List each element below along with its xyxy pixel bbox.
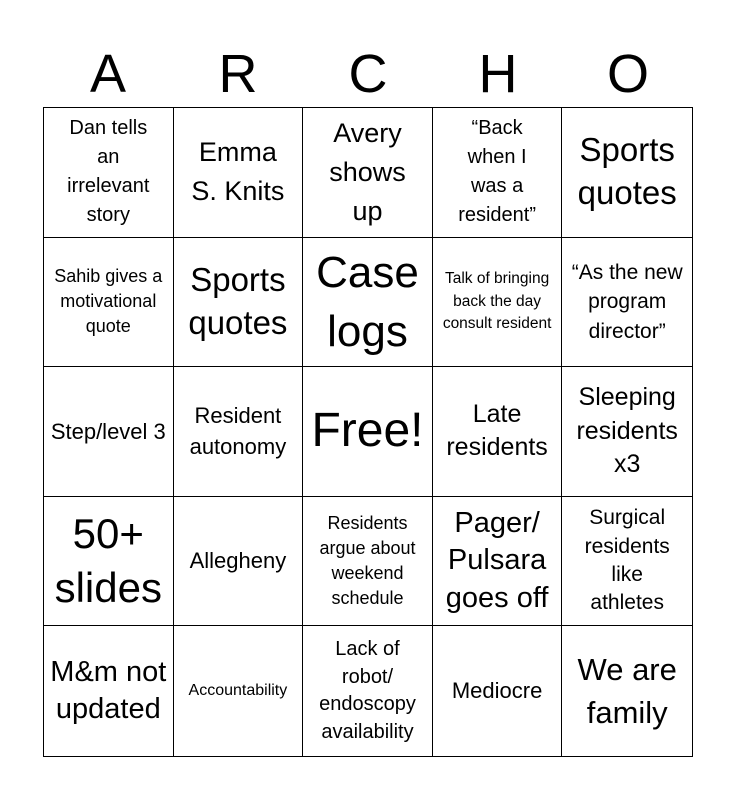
cell-text: Sleeping residents x3	[576, 382, 678, 479]
bingo-cell[interactable]	[562, 626, 692, 756]
bingo-cell[interactable]	[174, 238, 304, 368]
cell-text: “Back when I was a resident”	[458, 117, 536, 227]
cell-text: Accountability	[188, 682, 288, 700]
cell-text: “As the new program director”	[571, 260, 683, 343]
bingo-cell[interactable]	[433, 367, 563, 497]
free-space[interactable]	[303, 367, 433, 497]
cell-text: M&m not updated	[50, 655, 167, 726]
bingo-cell[interactable]	[44, 497, 174, 627]
bingo-cell[interactable]	[174, 497, 304, 627]
cell-text: We are family	[577, 651, 677, 731]
cell-text: Sahib gives a motivational quote	[54, 266, 163, 337]
bingo-cell[interactable]	[562, 497, 692, 627]
bingo-cell[interactable]	[433, 108, 563, 238]
cell-text: Dan tells an irrelevant story	[67, 117, 150, 227]
header-letter-h: H	[478, 44, 518, 104]
cell-text: Resident autonomy	[189, 402, 287, 460]
bingo-cell[interactable]	[562, 108, 692, 238]
bingo-cell[interactable]	[174, 367, 304, 497]
bingo-cell[interactable]	[303, 238, 433, 368]
header-letter-a: A	[89, 44, 127, 104]
cell-text: Talk of bringing back the day consult resident	[442, 270, 552, 333]
header-letter-r: R	[218, 44, 258, 104]
cell-text: Surgical residents like athletes	[584, 506, 670, 615]
bingo-cell[interactable]	[433, 497, 563, 627]
cell-text: Avery shows up	[329, 117, 406, 226]
cell-text: Emma S. Knits	[191, 137, 285, 207]
header-letter-c: C	[348, 44, 388, 104]
bingo-cell[interactable]	[44, 238, 174, 368]
cell-text: Case logs	[316, 247, 419, 356]
cell-text: Sports quotes	[188, 261, 288, 341]
cell-text: Residents argue about weekend schedule	[319, 512, 416, 609]
cell-text: Sports quotes	[577, 131, 677, 212]
cell-text: Step/level 3	[50, 418, 166, 444]
bingo-cell[interactable]	[303, 497, 433, 627]
bingo-cell[interactable]	[433, 626, 563, 756]
cell-text: Allegheny	[189, 548, 287, 574]
bingo-cell[interactable]	[303, 108, 433, 238]
bingo-cell[interactable]	[44, 367, 174, 497]
cell-text: Lack of robot/ endoscopy availability	[319, 638, 416, 743]
bingo-grid	[43, 107, 693, 757]
bingo-cell[interactable]	[433, 238, 563, 368]
cell-text: Mediocre	[451, 678, 543, 704]
bingo-cell[interactable]	[562, 367, 692, 497]
bingo-cell[interactable]	[303, 626, 433, 756]
bingo-cell[interactable]	[562, 238, 692, 368]
cell-text: 50+ slides	[54, 509, 162, 612]
bingo-cell[interactable]	[174, 626, 304, 756]
header-letter-o: O	[606, 44, 649, 104]
cell-text: Pager/ Pulsara goes off	[445, 506, 549, 614]
cell-text: Late residents	[446, 399, 548, 462]
bingo-cell[interactable]	[174, 108, 304, 238]
bingo-header	[43, 40, 693, 108]
bingo-cell[interactable]	[44, 626, 174, 756]
cell-text: Free!	[311, 404, 424, 458]
bingo-cell[interactable]	[44, 108, 174, 238]
